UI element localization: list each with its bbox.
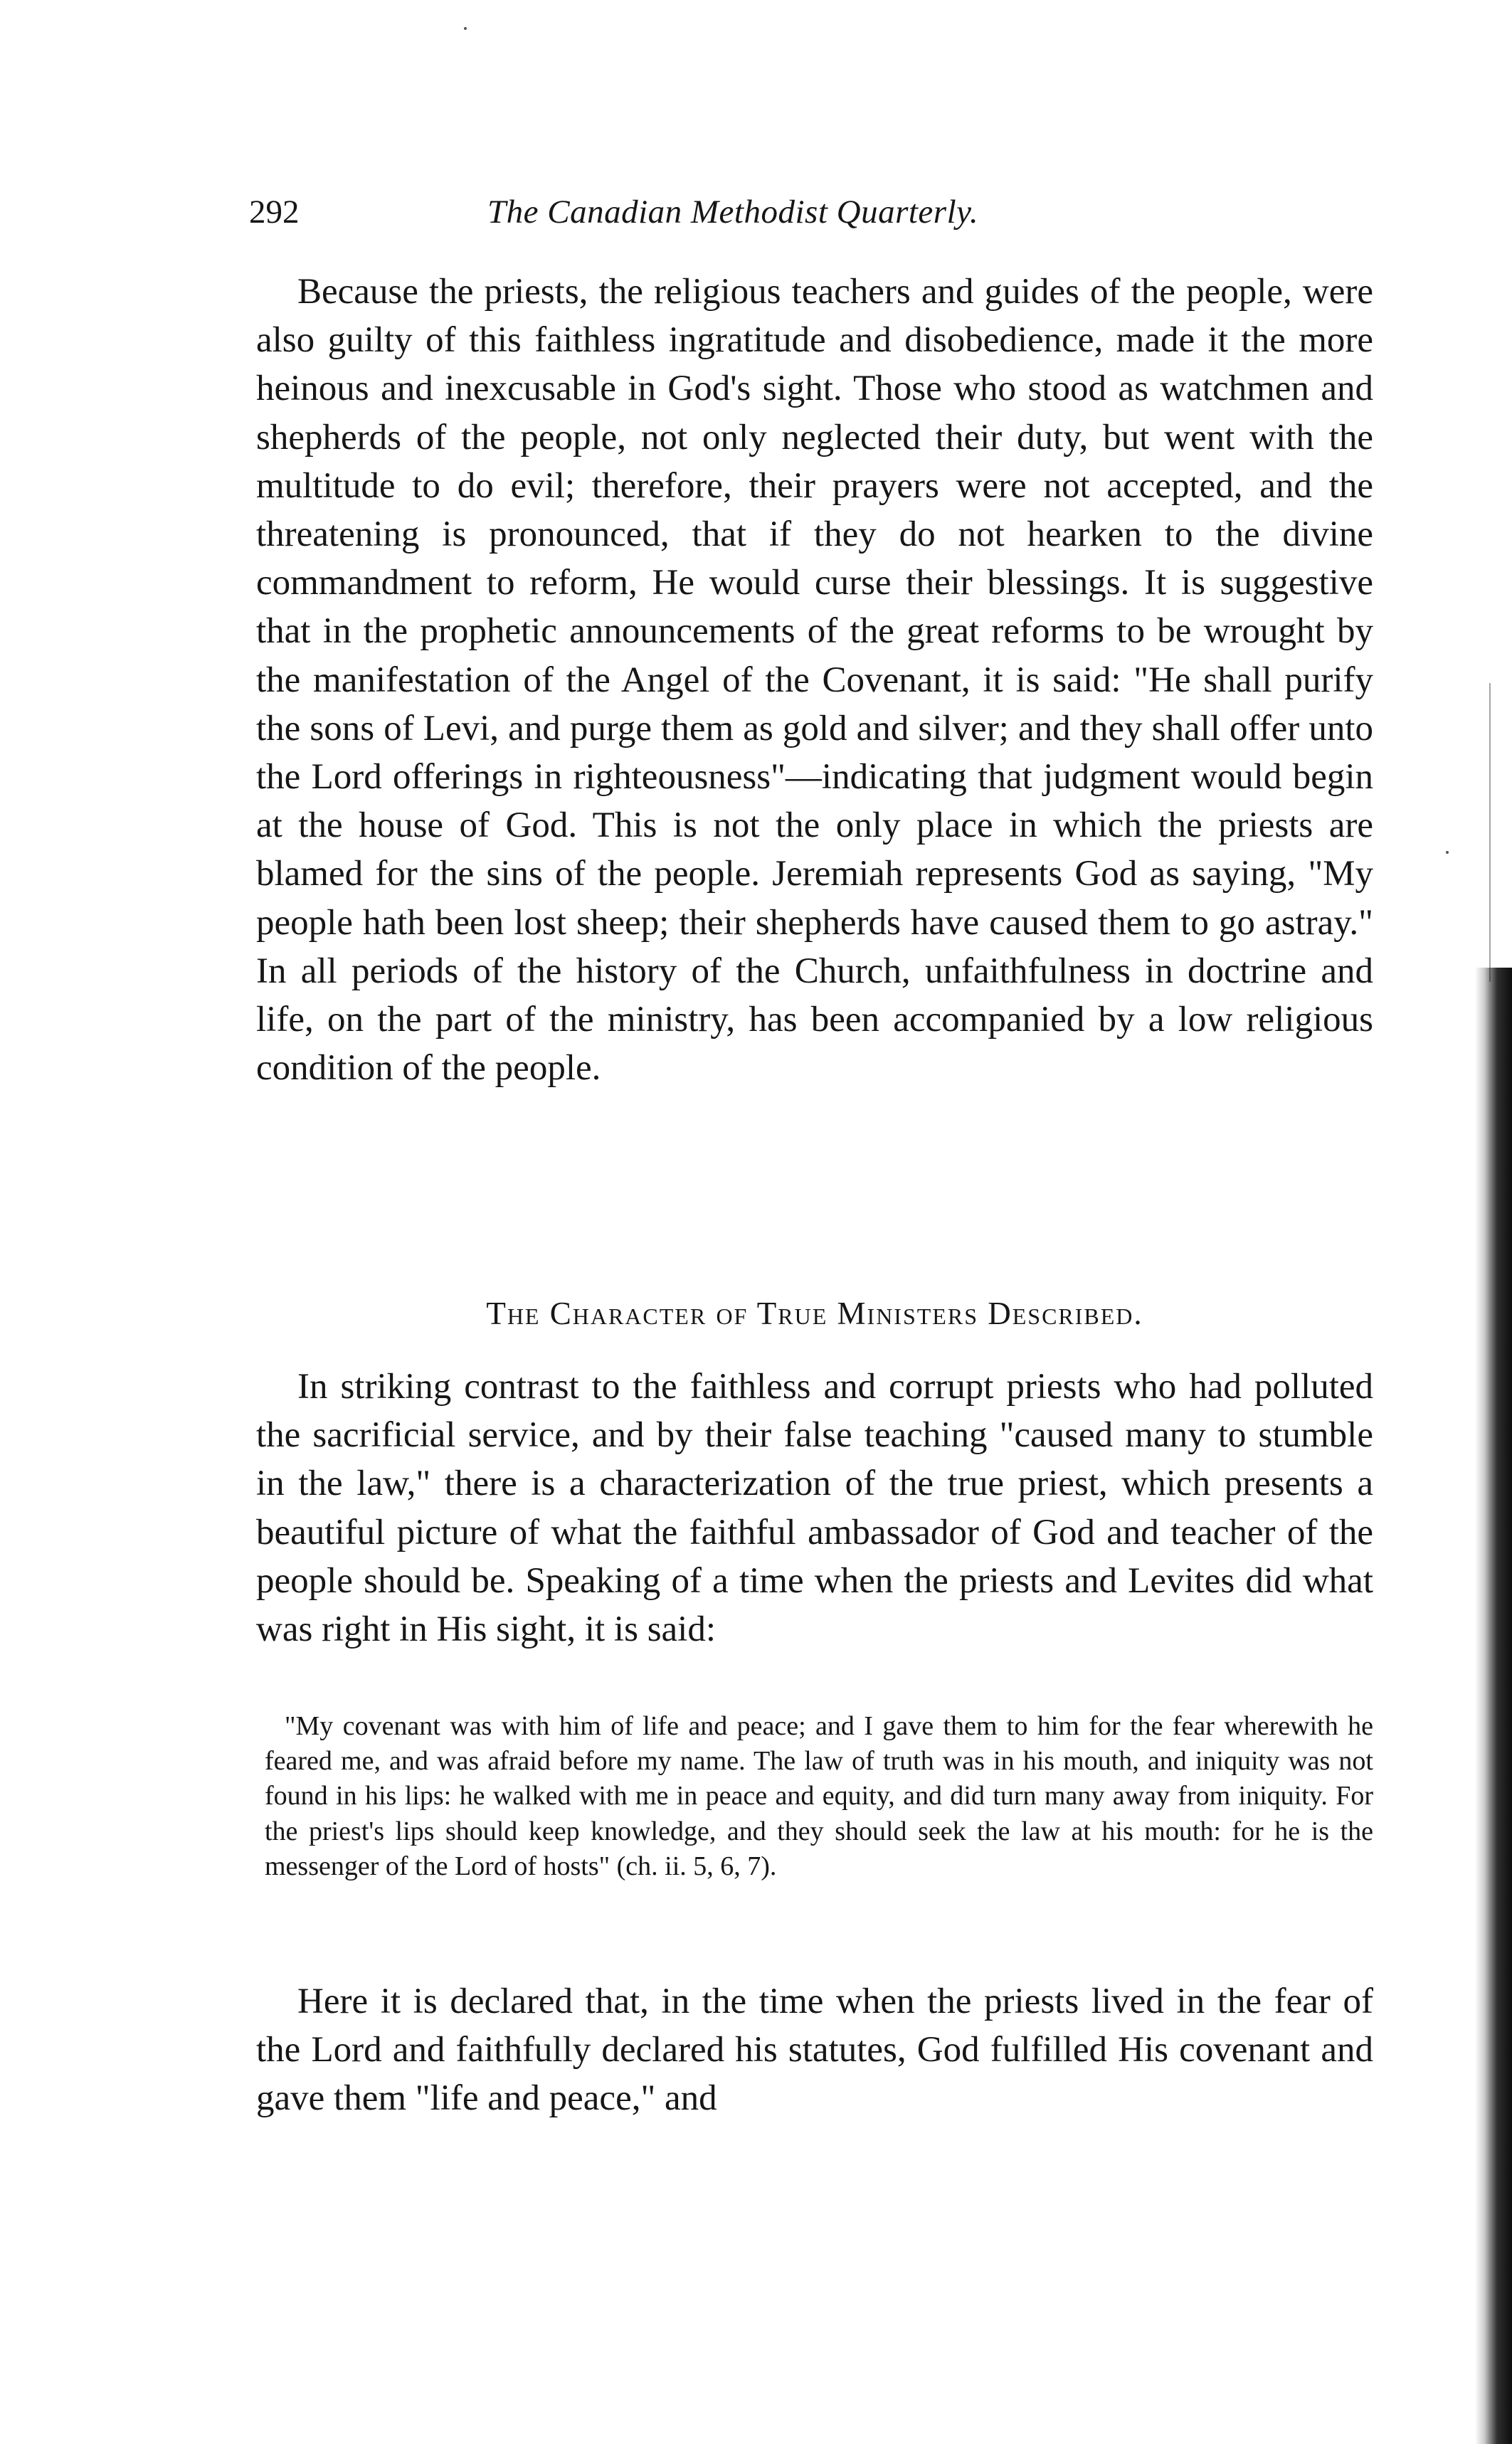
paragraph-priests-guilt: Because the priests, the religious teachers and guides of the people, were also guilty of this faithless ingratitude and disobedience, made it the more heinous and inexcusable in God's sight. Those who stood as watchmen and shepherds of the people, not only neglected their duty, but went with the multitude to do evil; therefore, their prayers were not accepted, and the threatening is pronounced, that if they do not hearken to the divine commandment to reform, He would curse their blessings. It is suggestive that in the prophetic announcements of the great reforms to be wrought by the manifestation of the Angel of the Covenant, it is said: "He shall purify the sons of Levi, and purge them as gold and silver; and they shall offer unto the Lord offerings in righteousness"—indicating that judgment would begin at the house of God. This is not the only place in which the priests are blamed for the sins of the people. Jeremiah represents God as saying, "My people hath been lost sheep; their shepherds have caused them to go astray." In all periods of the history of the Church, unfaithfulness in doctrine and life, on the part of the ministry, has been accompanied by a low religious condition of the people.	[256, 272, 1373, 1089]
running-head	[249, 184, 1395, 240]
page-edge-shadow	[1475, 968, 1512, 2444]
paper-speck	[464, 27, 467, 30]
scripture-quote: "My covenant was with him of life and peace; and I gave them to him for the fear wherewith he feared me, and was afraid before my name. The law of truth was in his mouth, and iniquity was not found in his lips: he walked with me in peace and equity, and did turn many away from iniquity. For the priest's lips should keep knowledge, and they should seek the law at his mouth: for he is the messenger of the Lord of hosts" (ch. ii. 5, 6, 7).	[265, 1711, 1373, 1881]
page-edge-line	[1489, 683, 1491, 982]
page-number: 292	[249, 194, 300, 231]
paper-speck	[1446, 851, 1449, 854]
section-heading: The Character of True Ministers Described.	[486, 1296, 1143, 1331]
running-title: The Canadian Methodist Quarterly.	[487, 194, 979, 231]
paragraph-covenant-fulfilled: Here it is declared that, in the time when the priests lived in the fear of the Lord and faithfully declared his statutes, God fulfilled His covenant and gave them "life and peace," and	[256, 1982, 1373, 2119]
paragraph-true-priest: In striking contrast to the faithless and corrupt priests who had polluted the sacrificial service, and by their false teaching "caused many to stumble in the law," there is a characterization of the true priest, which presents a beautiful picture of what the faithful ambassador of God and teacher of the people should be. Speaking of a time when the priests and Levites did what was right in His sight, it is said:	[256, 1367, 1373, 1650]
